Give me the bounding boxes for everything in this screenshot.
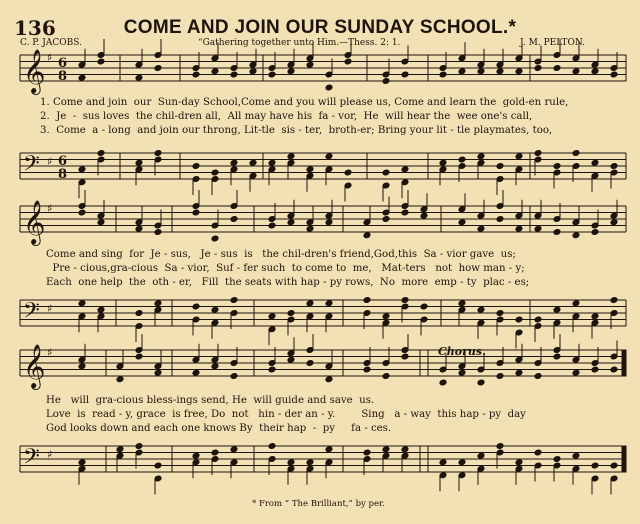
- sharp-icon: ♯: [47, 302, 53, 315]
- note-head: [420, 303, 428, 310]
- note-head: [306, 225, 314, 232]
- note-head: [268, 159, 276, 166]
- note-head: [211, 306, 219, 313]
- note-head: [97, 150, 105, 157]
- note-head: [382, 313, 390, 320]
- note-head: [477, 68, 485, 75]
- lyricist-credit: C. P. JACOBS.: [20, 38, 82, 48]
- note-head: [477, 306, 485, 313]
- note-head: [515, 316, 523, 323]
- note-head: [97, 306, 105, 313]
- note-head: [78, 300, 86, 307]
- note-head: [553, 163, 561, 170]
- note-head: [610, 71, 618, 78]
- note-head: [306, 61, 314, 68]
- note-head: [439, 459, 447, 466]
- note-head: [325, 219, 333, 226]
- composer-credit: J. M. PELTON.: [520, 38, 585, 48]
- note-head: [553, 306, 561, 313]
- note-head: [401, 353, 409, 360]
- note-head: [230, 446, 238, 453]
- note-head: [306, 300, 314, 307]
- note-head: [154, 65, 162, 72]
- note-head: [78, 459, 86, 466]
- treble-clef-icon: 𝄞: [23, 200, 46, 244]
- note-head: [135, 74, 143, 81]
- note-head: [135, 310, 143, 317]
- time-signature-top: 6: [58, 154, 68, 169]
- note-head: [534, 373, 542, 380]
- note-head: [97, 219, 105, 226]
- bass-clef-icon: 𝄢: [23, 151, 40, 182]
- note-head: [306, 360, 314, 367]
- note-head: [268, 222, 276, 229]
- note-head: [78, 209, 86, 216]
- note-head: [610, 163, 618, 170]
- note-head: [249, 159, 257, 166]
- note-head: [306, 166, 314, 173]
- scripture-reference: “Gathering together unto Him.—Thess. 2: 1.: [198, 38, 401, 48]
- note-head: [439, 159, 447, 166]
- note-head: [325, 84, 333, 91]
- note-head: [78, 74, 86, 81]
- note-head: [192, 71, 200, 78]
- note-head: [230, 159, 238, 166]
- note-head: [363, 366, 371, 373]
- note-head: [591, 313, 599, 320]
- chorus-label: Chorus.: [438, 345, 486, 358]
- note-head: [192, 452, 200, 459]
- time-signature-bottom: 8: [58, 167, 68, 182]
- note-head: [211, 449, 219, 456]
- note-head: [553, 456, 561, 463]
- note-head: [553, 229, 561, 236]
- note-head: [515, 68, 523, 75]
- sharp-icon: ♯: [47, 51, 53, 64]
- note-head: [496, 310, 504, 317]
- note-head: [572, 68, 580, 75]
- note-head: [496, 373, 504, 380]
- note-head: [458, 156, 466, 163]
- verse-line-1-system-2: Come and sing for Je - sus, Je - sus is the chil-dren's friend,God,this Sa - vior gave us;: [46, 249, 516, 260]
- note-head: [268, 313, 276, 320]
- note-head: [382, 78, 390, 85]
- note-head: [572, 452, 580, 459]
- note-head: [477, 225, 485, 232]
- note-head: [496, 68, 504, 75]
- note-head: [287, 219, 295, 226]
- final-bar: [622, 350, 626, 376]
- note-head: [211, 68, 219, 75]
- bass-clef-icon: 𝄢: [23, 298, 40, 329]
- note-head: [154, 229, 162, 236]
- sharp-icon: ♯: [47, 448, 53, 461]
- note-head: [401, 166, 409, 173]
- note-head: [534, 65, 542, 72]
- note-head: [458, 219, 466, 226]
- sharp-icon: ♯: [47, 346, 53, 359]
- note-head: [192, 163, 200, 170]
- note-head: [287, 356, 295, 363]
- note-head: [135, 225, 143, 232]
- note-head: [572, 369, 580, 376]
- note-head: [515, 369, 523, 376]
- note-head: [534, 449, 542, 456]
- note-head: [211, 169, 219, 176]
- final-bar: [622, 446, 626, 472]
- note-head: [287, 68, 295, 75]
- note-head: [591, 462, 599, 469]
- sharp-icon: ♯: [47, 155, 53, 168]
- note-head: [477, 379, 485, 386]
- hymn-title: COME AND JOIN OUR SUNDAY SCHOOL.*: [123, 17, 517, 38]
- note-head: [382, 446, 390, 453]
- verse-line-2-system-2: Pre - cious,gra-cious Sa - vior, Suf - fer such to come to me, Mat-ters not how man - y;: [46, 263, 525, 274]
- note-head: [306, 459, 314, 466]
- note-head: [287, 153, 295, 160]
- note-head: [344, 58, 352, 65]
- note-head: [515, 225, 523, 232]
- verse-line-3-system-2: Each one help the oth - er, Fill the seats with hap - py rows, No more emp - ty plac - es;: [46, 277, 530, 288]
- note-head: [344, 169, 352, 176]
- note-head: [382, 373, 390, 380]
- note-head: [553, 65, 561, 72]
- note-head: [401, 297, 409, 304]
- note-head: [591, 229, 599, 236]
- note-head: [534, 225, 542, 232]
- footnote: * From “ The Brilliant,” by per.: [252, 499, 385, 509]
- note-head: [610, 462, 618, 469]
- note-head: [249, 68, 257, 75]
- note-head: [135, 353, 143, 360]
- note-head: [610, 219, 618, 226]
- note-head: [496, 163, 504, 170]
- note-head: [230, 71, 238, 78]
- note-head: [154, 462, 162, 469]
- note-head: [325, 376, 333, 383]
- note-head: [591, 366, 599, 373]
- note-head: [458, 68, 466, 75]
- note-head: [154, 369, 162, 376]
- note-head: [192, 369, 200, 376]
- note-head: [458, 459, 466, 466]
- note-head: [154, 150, 162, 157]
- note-head: [591, 159, 599, 166]
- note-head: [591, 68, 599, 75]
- note-head: [287, 310, 295, 317]
- note-head: [78, 363, 86, 370]
- note-head: [572, 300, 580, 307]
- verse-line-1-system-1: 1. Come and join our Sun-day School,Come and you will please us, Come and learn the gold-en rule,: [40, 97, 569, 108]
- note-head: [97, 58, 105, 65]
- note-head: [135, 159, 143, 166]
- note-head: [363, 297, 371, 304]
- note-head: [515, 459, 523, 466]
- verse-line-2-system-3: Love is read - y, grace is free, Do not hin - der an - y. Sing a - way this hap - py day: [46, 409, 526, 420]
- note-head: [211, 235, 219, 242]
- note-head: [78, 166, 86, 173]
- note-head: [211, 363, 219, 370]
- note-head: [192, 209, 200, 216]
- note-head: [325, 446, 333, 453]
- time-signature-bottom: 8: [58, 69, 68, 84]
- note-head: [534, 150, 542, 157]
- treble-clef-icon: 𝄞: [23, 49, 46, 93]
- verse-line-3-system-1: 3. Come a - long and join our throng, Lit-tle sis - ter, broth-er; Bring your lit - tle playmates, too,: [40, 125, 553, 136]
- sharp-icon: ♯: [47, 202, 53, 215]
- note-head: [401, 71, 409, 78]
- note-head: [496, 443, 504, 450]
- page-number: 136: [14, 16, 56, 40]
- note-head: [382, 169, 390, 176]
- note-head: [230, 216, 238, 223]
- note-head: [401, 209, 409, 216]
- note-head: [154, 300, 162, 307]
- note-head: [325, 153, 333, 160]
- note-head: [420, 212, 428, 219]
- note-head: [401, 446, 409, 453]
- note-head: [572, 150, 580, 157]
- note-head: [477, 153, 485, 160]
- note-head: [230, 373, 238, 380]
- note-head: [230, 297, 238, 304]
- note-head: [553, 353, 561, 360]
- note-head: [192, 303, 200, 310]
- time-signature-top: 6: [58, 56, 68, 71]
- note-head: [439, 379, 447, 386]
- note-head: [458, 300, 466, 307]
- note-head: [610, 366, 618, 373]
- note-head: [287, 459, 295, 466]
- note-head: [116, 446, 124, 453]
- note-head: [135, 443, 143, 450]
- verse-line-1-system-3: He will gra-cious bless-ings send, He will guide and save us.: [46, 395, 375, 406]
- note-head: [363, 232, 371, 239]
- note-head: [477, 452, 485, 459]
- note-head: [382, 216, 390, 223]
- note-head: [268, 443, 276, 450]
- note-head: [610, 297, 618, 304]
- note-head: [325, 300, 333, 307]
- verse-line-3-system-3: God looks down and each one knows By their hap - py fa - ces.: [46, 423, 392, 434]
- note-head: [572, 232, 580, 239]
- verse-line-2-system-1: 2. Je - sus loves the chil-dren all, All may have his fa - vor, He will hear the wee one's call,: [40, 111, 533, 122]
- note-head: [496, 216, 504, 223]
- note-head: [363, 449, 371, 456]
- note-head: [268, 71, 276, 78]
- note-head: [458, 369, 466, 376]
- note-head: [116, 376, 124, 383]
- note-head: [515, 153, 523, 160]
- note-head: [439, 71, 447, 78]
- bass-clef-icon: 𝄢: [23, 444, 40, 475]
- note-head: [534, 316, 542, 323]
- note-head: [268, 366, 276, 373]
- treble-clef-icon: 𝄞: [23, 344, 46, 388]
